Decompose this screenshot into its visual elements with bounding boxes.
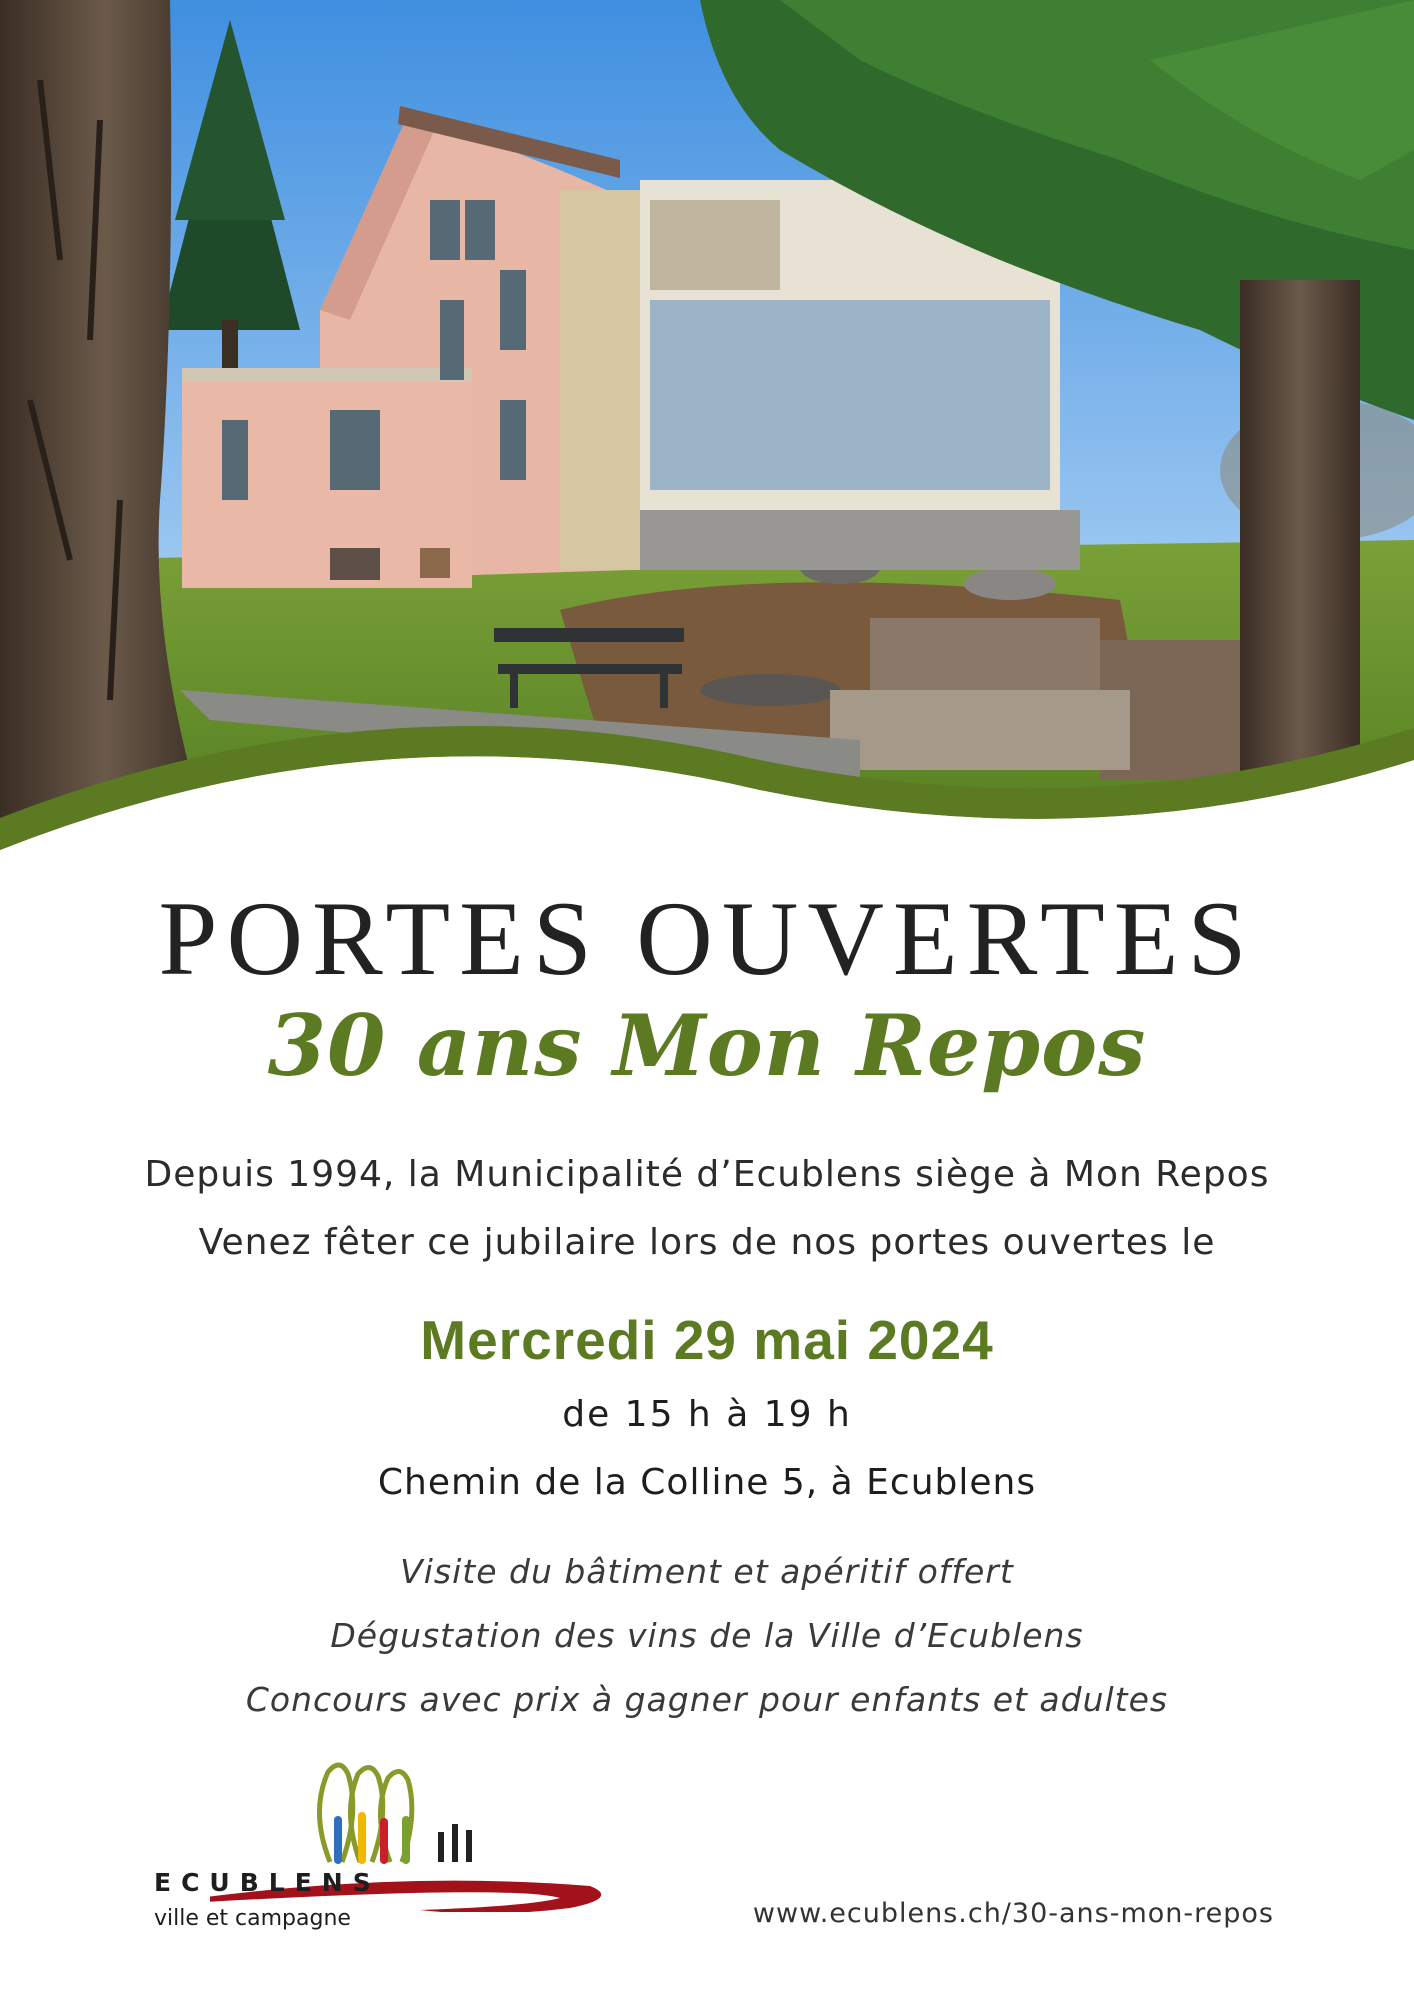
hero-photo [0,0,1414,880]
event-date: Mercredi 29 mai 2024 [420,1309,994,1371]
activity-item: Visite du bâtiment et apéritif offert [400,1552,1014,1591]
event-address: Chemin de la Colline 5, à Ecublens [377,1462,1037,1503]
intro-line: Venez fêter ce jubilaire lors de nos portes ouvertes le [198,1222,1216,1263]
page-title: PORTES OUVERTES [158,880,1256,997]
website-link[interactable]: www.ecublens.ch/30-ans-mon-repos [752,1898,1274,1929]
event-hours: de 15 h à 19 h [562,1394,852,1435]
intro-line: Depuis 1994, la Municipalité d’Ecublens siège à Mon Repos [144,1154,1270,1195]
logo-name: ECUBLENS [154,1868,381,1897]
page-subtitle: 30 ans Mon Repos [267,996,1147,1095]
logo-tagline: ville et campagne [154,1906,351,1931]
activity-item: Concours avec prix à gagner pour enfants et adultes [245,1680,1169,1719]
activity-item: Dégustation des vins de la Ville d’Ecublens [330,1616,1084,1655]
